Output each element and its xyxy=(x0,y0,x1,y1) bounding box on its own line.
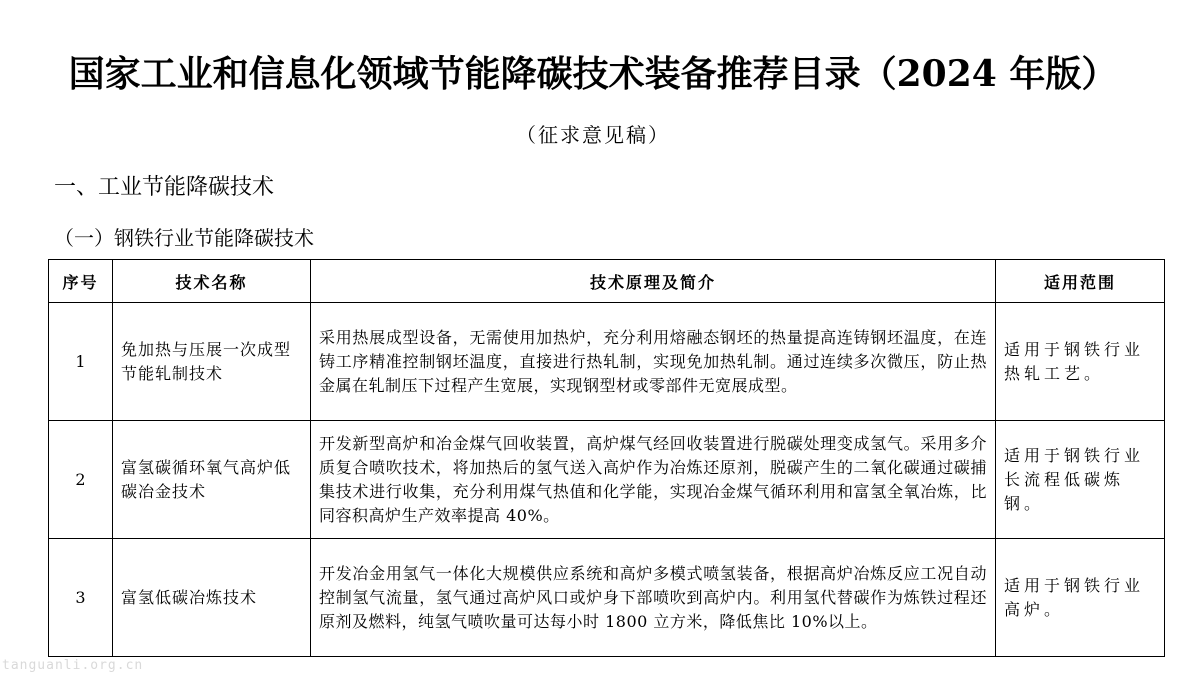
document-subtitle: （征求意见稿） xyxy=(516,123,670,147)
application-scope: 适用于钢铁行业长流程低碳炼钢。 xyxy=(996,421,1165,539)
header-description: 技术原理及简介 xyxy=(311,260,996,303)
application-scope: 适用于钢铁行业高炉。 xyxy=(996,539,1165,657)
row-number: 2 xyxy=(49,421,113,539)
technology-name: 免加热与压展一次成型节能轧制技术 xyxy=(113,303,311,421)
application-scope: 适用于钢铁行业热轧工艺。 xyxy=(996,303,1165,421)
table-row xyxy=(49,303,1165,421)
header-name: 技术名称 xyxy=(113,260,311,303)
header-no: 序号 xyxy=(49,260,113,303)
technology-name: 富氢碳循环氧气高炉低碳冶金技术 xyxy=(113,421,311,539)
technology-description: 开发新型高炉和冶金煤气回收装置，高炉煤气经回收装置进行脱碳处理变成氢气。采用多介质复合喷吹技术，将加热后的氢气送入高炉作为冶炼还原剂，脱碳产生的二氧化碳通过碳捕集技术进行收集，充分利用煤气热值和化学能，实现冶金煤气循环利用和富氢全氧冶炼，比同容积高炉生产效率提高 40%。 xyxy=(311,421,996,539)
table-row xyxy=(49,421,1165,539)
technology-table xyxy=(48,259,1165,657)
row-number: 1 xyxy=(49,303,113,421)
technology-description: 开发冶金用氢气一体化大规模供应系统和高炉多模式喷氢装备，根据高炉冶炼反应工况自动控制氢气流量，氢气通过高炉风口或炉身下部喷吹到高炉内。利用氢代替碳作为炼铁过程还原剂及燃料，纯氢气喷吹量可达每小时 1800 立方米，降低焦比 10%以上。 xyxy=(311,539,996,657)
technology-name: 富氢低碳冶炼技术 xyxy=(113,539,311,657)
row-number: 3 xyxy=(49,539,113,657)
document-title: 国家工业和信息化领域节能降碳技术装备推荐目录（2024 年版） xyxy=(68,53,1118,95)
site-watermark: tanguanli.org.cn xyxy=(2,658,144,673)
header-scope: 适用范围 xyxy=(996,260,1165,303)
table-row xyxy=(49,539,1165,657)
subsection-heading: （一）钢铁行业节能降碳技术 xyxy=(54,226,314,250)
section-heading: 一、工业节能降碳技术 xyxy=(54,175,275,200)
table-header-row xyxy=(49,260,1165,303)
technology-description: 采用热展成型设备，无需使用加热炉，充分利用熔融态钢坯的热量提高连铸钢坯温度，在连铸工序精准控制钢坯温度，直接进行热轧制，实现免加热轧制。通过连续多次微压，防止热金属在轧制压下过程产生宽展，实现钢型材或零部件无宽展成型。 xyxy=(311,303,996,421)
